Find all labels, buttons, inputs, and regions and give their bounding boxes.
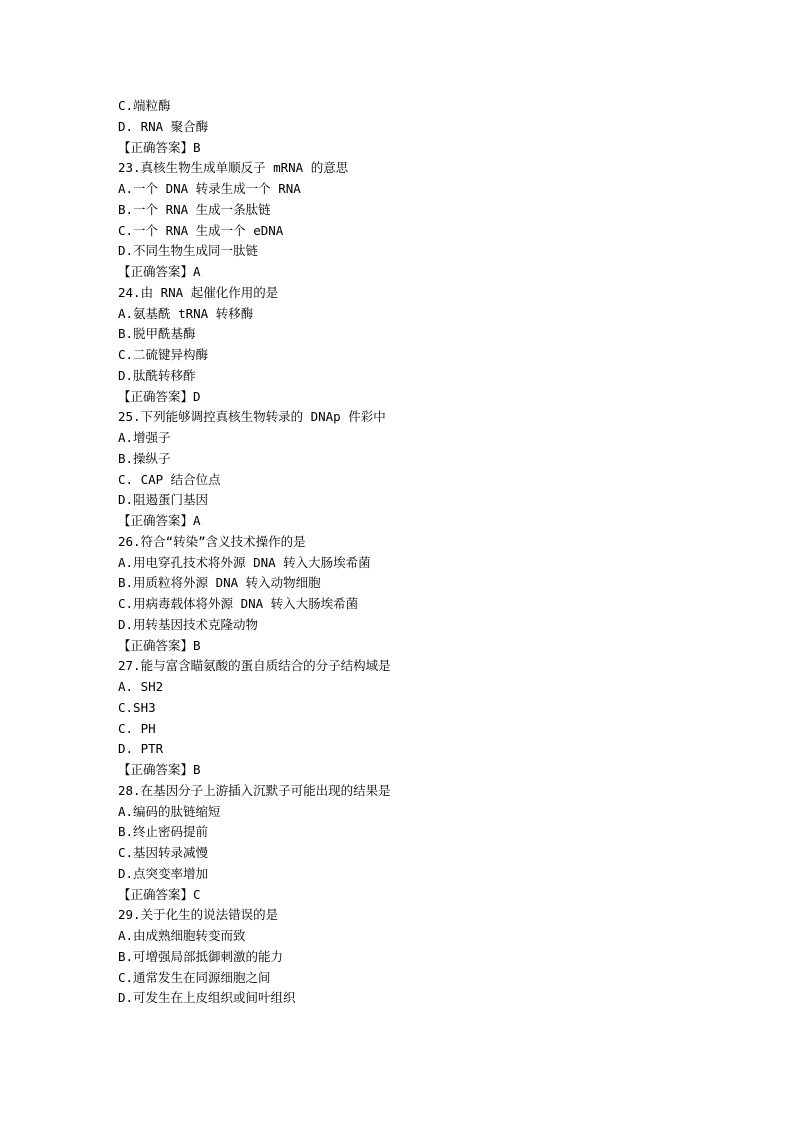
answer-option: A.用电穿孔技术将外源 DNA 转入大肠埃希菌 bbox=[118, 554, 371, 570]
answer-option: C. CAP 结合位点 bbox=[118, 471, 221, 487]
correct-answer-line: 【正确答案】A bbox=[118, 264, 201, 279]
document-page bbox=[118, 96, 758, 1009]
correct-answer-line: 【正确答案】B bbox=[118, 139, 201, 155]
answer-option: C.SH3 bbox=[118, 699, 156, 715]
answer-option: D.可发生在上皮组织或间叶组织 bbox=[118, 990, 296, 1006]
answer-option: D.不同生物生成同一肽链 bbox=[118, 243, 259, 259]
answer-option: B.一个 RNA 生成一条肽链 bbox=[118, 201, 271, 217]
correct-answer-line: 【正确答案】C bbox=[118, 886, 201, 902]
answer-option: D.点突变率增加 bbox=[118, 865, 209, 881]
answer-option: C.一个 RNA 生成一个 eDNA bbox=[118, 222, 284, 238]
question-text: 29.关于化生的说法错误的是 bbox=[118, 907, 279, 923]
answer-option: A.增强子 bbox=[118, 430, 171, 445]
answer-option: A.氨基酰 tRNA 转移酶 bbox=[118, 305, 254, 321]
answer-option: A.编码的肽链缩短 bbox=[118, 803, 221, 819]
answer-option: D.肽酰转移酢 bbox=[118, 367, 196, 383]
answer-option: D. RNA 聚合酶 bbox=[118, 118, 209, 134]
correct-answer-line: 【正确答案】A bbox=[118, 513, 201, 528]
answer-option: A.一个 DNA 转录生成一个 RNA bbox=[118, 181, 301, 196]
question-text: 24.由 RNA 起催化作用的是 bbox=[118, 284, 279, 300]
answer-option: C.用病毒载体将外源 DNA 转入大肠埃希菌 bbox=[118, 596, 359, 611]
answer-option: C. PH bbox=[118, 720, 156, 736]
answer-option: B.脱甲酰基酶 bbox=[118, 326, 196, 342]
answer-option: B.可增强局部抵御刺激的能力 bbox=[118, 948, 284, 964]
answer-option: C.端粒酶 bbox=[118, 98, 171, 113]
answer-option: C.二硫键异构酶 bbox=[118, 347, 209, 362]
correct-answer-line: 【正确答案】B bbox=[118, 762, 201, 777]
question-text: 25.下列能够调控真核生物转录的 DNAp 件彩中 bbox=[118, 409, 386, 425]
correct-answer-line: 【正确答案】D bbox=[118, 388, 201, 404]
answer-option: D.用转基因技术克隆动物 bbox=[118, 616, 259, 632]
answer-option: C.基因转录减慢 bbox=[118, 845, 209, 860]
question-text: 28.在基因分子上游插入沉默子可能出现的结果是 bbox=[118, 782, 391, 798]
question-text: 23.真核生物生成单顺反子 mRNA 的意思 bbox=[118, 160, 349, 176]
question-text: 26.符合“转染”含义技术操作的是 bbox=[118, 533, 306, 549]
answer-option: B.操纵子 bbox=[118, 450, 171, 466]
answer-option: C.通常发生在同源细胞之间 bbox=[118, 969, 271, 985]
answer-option: B.终止密码提前 bbox=[118, 824, 209, 840]
answer-option: B.用质粒将外源 DNA 转入动物细胞 bbox=[118, 575, 321, 591]
answer-option: D. PTR bbox=[118, 741, 164, 757]
answer-option: A.由成熟细胞转变而致 bbox=[118, 928, 246, 943]
correct-answer-line: 【正确答案】B bbox=[118, 637, 201, 653]
question-text: 27.能与富含瞄氨酸的蛋自质结合的分子结构域是 bbox=[118, 658, 391, 674]
answer-option: D.阻遏蛋门基因 bbox=[118, 492, 209, 508]
answer-option: A. SH2 bbox=[118, 679, 164, 694]
